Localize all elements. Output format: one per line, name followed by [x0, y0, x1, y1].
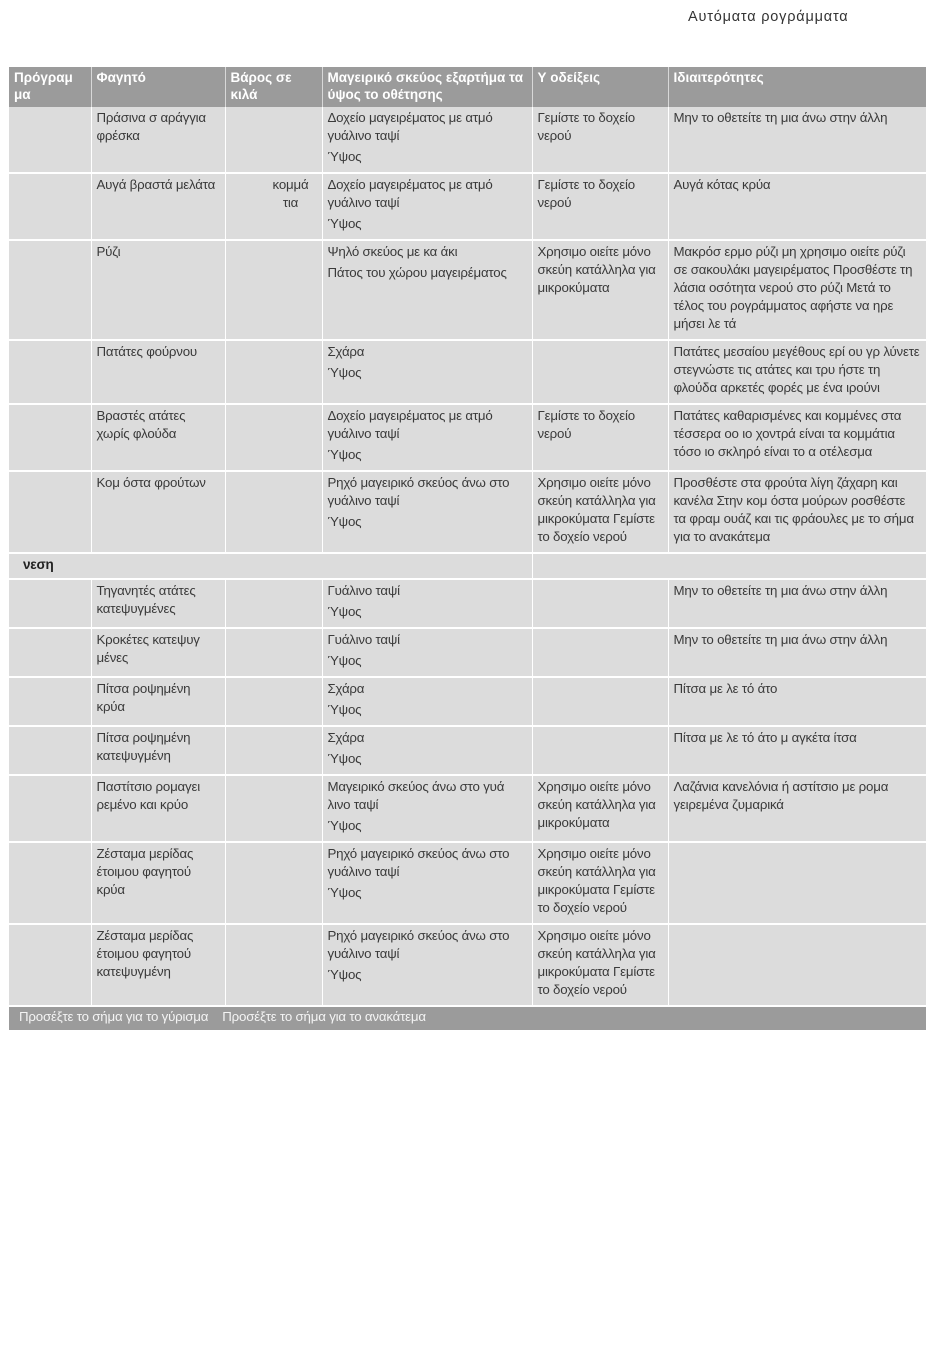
- height-text: Ύψος: [327, 216, 362, 231]
- height-text: Ύψος: [327, 149, 362, 164]
- notes-cell: [668, 842, 926, 924]
- food-cell: Πράσινα σ αράγγια φρέσκα: [91, 107, 225, 173]
- program-cell: [9, 107, 91, 173]
- hints-cell: Χρησιμο οιείτε μόνο σκεύη κατάλληλα για μικροκύματα Γεμίστε το δοχείο νερού: [532, 924, 668, 1006]
- notes-cell: [668, 924, 926, 1006]
- table-row: [9, 628, 926, 677]
- height-text: Ύψος: [327, 702, 362, 717]
- cookware-text: Ρηχό μαγειρικό σκεύος άνω στο γυάλινο ταψί: [327, 846, 510, 879]
- table-row: [9, 107, 926, 173]
- table-row: [9, 924, 926, 1006]
- cookware-text: Δοχείο μαγειρέματος με ατμό γυάλινο ταψί: [327, 408, 493, 441]
- section-row: [9, 553, 926, 579]
- table-row: [9, 579, 926, 628]
- weight-cell: [225, 924, 322, 1006]
- footer-cell: [9, 1006, 926, 1030]
- cookware-text: Σχάρα: [327, 681, 365, 696]
- cookware-cell: [322, 173, 532, 240]
- turn-signal-note: Προσέξτε το σήμα για το γύρισμα: [19, 1009, 209, 1024]
- notes-cell: Λαζάνια κανελόνια ή αστίτσιο με ρομα γειρεμένα ζυμαρικά: [668, 775, 926, 842]
- notes-cell: Πίτσα με λε τό άτο: [668, 677, 926, 726]
- food-cell: Πίτσα ροψημένη κρύα: [91, 677, 225, 726]
- column-header-weight: Βάρος σε κιλά: [225, 67, 322, 107]
- hints-cell: [532, 677, 668, 726]
- hints-cell: Γεμίστε το δοχείο νερού: [532, 107, 668, 173]
- food-cell: Ρύζι: [91, 240, 225, 340]
- food-cell: Πατάτες φούρνου: [91, 340, 225, 404]
- weight-cell: [225, 240, 322, 340]
- table-footer-row: [9, 1006, 926, 1030]
- notes-cell: Μην το οθετείτε τη μια άνω στην άλλη: [668, 628, 926, 677]
- cookware-cell: [322, 107, 532, 173]
- weight-cell: [225, 107, 322, 173]
- table-row: [9, 404, 926, 471]
- program-cell: [9, 240, 91, 340]
- hints-cell: Χρησιμο οιείτε μόνο σκεύη κατάλληλα για μικροκύματα Γεμίστε το δοχείο νερού: [532, 471, 668, 553]
- notes-cell: Μακρόσ ερμο ρύζι μη χρησιμο οιείτε ρύζι σε σακουλάκι μαγειρέματος Προσθέστε τη λάσια οσότητα νερού στο ρύζι Μετά το τέλος του ρογράμματος αφήστε να ηρε μήσει λε τά: [668, 240, 926, 340]
- food-cell: Πίτσα ροψημένη κατεψυγμένη: [91, 726, 225, 775]
- cookware-cell: [322, 842, 532, 924]
- weight-cell: κομμά τια: [225, 173, 322, 240]
- food-cell: Παστίτσιο ρομαγει ρεμένο και κρύο: [91, 775, 225, 842]
- cookware-cell: [322, 726, 532, 775]
- programs-table: [9, 67, 926, 1030]
- cookware-cell: [322, 628, 532, 677]
- hints-cell: Χρησιμο οιείτε μόνο σκεύη κατάλληλα για μικροκύματα Γεμίστε το δοχείο νερού: [532, 842, 668, 924]
- food-cell: Βραστές ατάτες χωρίς φλούδα: [91, 404, 225, 471]
- program-cell: [9, 471, 91, 553]
- running-header: Αυτόματα ρογράμματα: [688, 9, 849, 25]
- height-text: Πάτος του χώρου μαγειρέματος: [327, 265, 507, 280]
- food-cell: Ζέσταμα μερίδας έτοιμου φαγητού κρύα: [91, 842, 225, 924]
- food-cell: Κομ όστα φρούτων: [91, 471, 225, 553]
- notes-cell: Μην το οθετείτε τη μια άνω στην άλλη: [668, 107, 926, 173]
- notes-cell: Μην το οθετείτε τη μια άνω στην άλλη: [668, 579, 926, 628]
- weight-cell: [225, 579, 322, 628]
- section-label: νεση: [9, 553, 532, 579]
- table-row: [9, 471, 926, 553]
- column-header-notes: Ιδιαιτερότητες: [668, 67, 926, 107]
- weight-cell: [225, 775, 322, 842]
- weight-cell: [225, 842, 322, 924]
- height-text: Ύψος: [327, 514, 362, 529]
- table-row: [9, 240, 926, 340]
- height-text: Ύψος: [327, 604, 362, 619]
- notes-cell: Πίτσα με λε τό άτο μ αγκέτα ίτσα: [668, 726, 926, 775]
- program-cell: [9, 726, 91, 775]
- hints-cell: Χρησιμο οιείτε μόνο σκεύη κατάλληλα για μικροκύματα: [532, 240, 668, 340]
- weight-cell: [225, 471, 322, 553]
- height-text: Ύψος: [327, 885, 362, 900]
- hints-cell: [532, 726, 668, 775]
- program-cell: [9, 775, 91, 842]
- table-row: [9, 842, 926, 924]
- cookware-text: Γυάλινο ταψί: [327, 583, 400, 598]
- cookware-cell: [322, 471, 532, 553]
- cookware-cell: [322, 677, 532, 726]
- program-cell: [9, 677, 91, 726]
- table-row: [9, 677, 926, 726]
- weight-cell: [225, 628, 322, 677]
- program-cell: [9, 842, 91, 924]
- height-text: Ύψος: [327, 751, 362, 766]
- cookware-text: Δοχείο μαγειρέματος με ατμό γυάλινο ταψί: [327, 177, 493, 210]
- height-text: Ύψος: [327, 818, 362, 833]
- height-text: Ύψος: [327, 365, 362, 380]
- column-header-hints: Υ οδείξεις: [532, 67, 668, 107]
- hints-cell: [532, 628, 668, 677]
- cookware-text: Ψηλό σκεύος με κα άκι: [327, 244, 458, 259]
- food-cell: Αυγά βραστά μελάτα: [91, 173, 225, 240]
- food-cell: Τηγανητές ατάτες κατεψυγμένες: [91, 579, 225, 628]
- hints-cell: [532, 579, 668, 628]
- weight-cell: [225, 404, 322, 471]
- cookware-cell: [322, 775, 532, 842]
- food-cell: Κροκέτες κατεψυγ μένες: [91, 628, 225, 677]
- cookware-text: Δοχείο μαγειρέματος με ατμό γυάλινο ταψί: [327, 110, 493, 143]
- weight-cell: [225, 340, 322, 404]
- table-row: [9, 340, 926, 404]
- cookware-text: Ρηχό μαγειρικό σκεύος άνω στο γυάλινο ταψί: [327, 928, 510, 961]
- table-row: [9, 173, 926, 240]
- program-cell: [9, 579, 91, 628]
- cookware-cell: [322, 240, 532, 340]
- table-row: [9, 726, 926, 775]
- notes-cell: Πατάτες μεσαίου μεγέθους ερί ου γρ λύνετε στεγνώστε τις ατάτες και τρυ ήστε τη φλούδα αρκετές φορές με ένα ιρούνι: [668, 340, 926, 404]
- hints-cell: [532, 340, 668, 404]
- section-empty-cell: [532, 553, 926, 579]
- table-row: [9, 775, 926, 842]
- program-cell: [9, 404, 91, 471]
- weight-cell: [225, 726, 322, 775]
- cookware-cell: [322, 924, 532, 1006]
- height-text: Ύψος: [327, 447, 362, 462]
- height-text: Ύψος: [327, 653, 362, 668]
- notes-cell: Αυγά κότας κρύα: [668, 173, 926, 240]
- program-cell: [9, 924, 91, 1006]
- notes-cell: Πατάτες καθαρισμένες και κομμένες στα τέσσερα οο ιο χοντρά είναι τα κομμάτια τόσο ιο σκληρό είναι το α οτέλεσμα: [668, 404, 926, 471]
- column-header-food: Φαγητό: [91, 67, 225, 107]
- hints-cell: Γεμίστε το δοχείο νερού: [532, 173, 668, 240]
- cookware-text: Γυάλινο ταψί: [327, 632, 400, 647]
- column-header-cookware: Μαγειρικό σκεύος εξαρτήμα τα ύψος το οθέτησης: [322, 67, 532, 107]
- hints-cell: Γεμίστε το δοχείο νερού: [532, 404, 668, 471]
- stir-signal-note: Προσέξτε το σήμα για το ανακάτεμα: [222, 1009, 426, 1024]
- hints-cell: Χρησιμο οιείτε μόνο σκεύη κατάλληλα για μικροκύματα: [532, 775, 668, 842]
- cookware-cell: [322, 404, 532, 471]
- cookware-text: Σχάρα: [327, 344, 365, 359]
- cookware-cell: [322, 340, 532, 404]
- program-cell: [9, 628, 91, 677]
- cookware-text: Σχάρα: [327, 730, 365, 745]
- program-cell: [9, 173, 91, 240]
- weight-cell: [225, 677, 322, 726]
- cookware-text: Ρηχό μαγειρικό σκεύος άνω στο γυάλινο ταψί: [327, 475, 510, 508]
- notes-cell: Προσθέστε στα φρούτα λίγη ζάχαρη και κανέλα Στην κομ όστα μούρων ροσθέστε τα φραμ ουάζ και τις φράουλες με το σήμα για το ανακάτεμα: [668, 471, 926, 553]
- table-header-row: [9, 67, 926, 107]
- height-text: Ύψος: [327, 967, 362, 982]
- cookware-text: Μαγειρικό σκεύος άνω στο γυά λινο ταψί: [327, 779, 505, 812]
- program-cell: [9, 340, 91, 404]
- column-header-program: Πρόγραμ μα: [9, 67, 91, 107]
- cookware-cell: [322, 579, 532, 628]
- food-cell: Ζέσταμα μερίδας έτοιμου φαγητού κατεψυγμένη: [91, 924, 225, 1006]
